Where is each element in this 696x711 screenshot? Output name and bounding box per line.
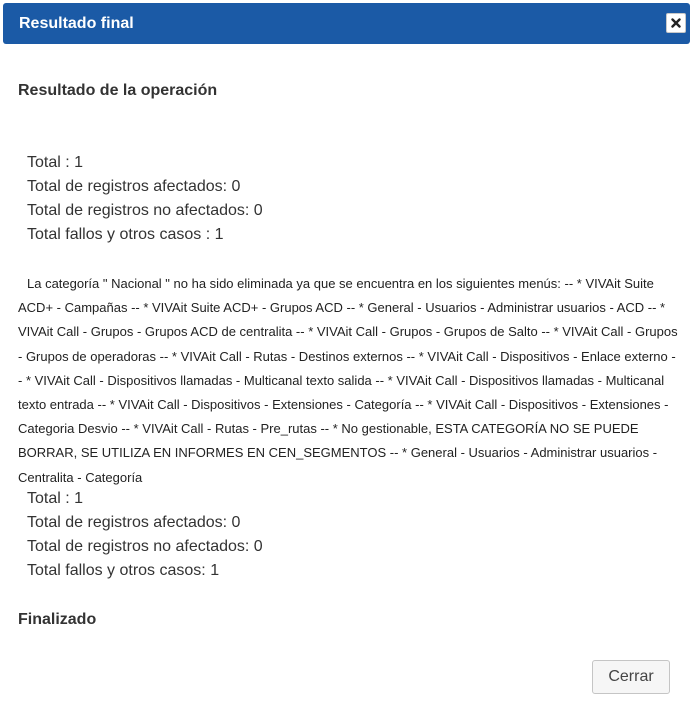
summary-second <box>27 487 263 583</box>
close-icon <box>671 18 681 28</box>
summary-affected: Total de registros afectados: 0 <box>27 178 241 195</box>
summary-first <box>27 151 263 247</box>
dialog-titlebar <box>3 3 690 44</box>
error-message: La categoría " Nacional " no ha sido eliminada ya que se encuentra en los siguientes menús: -- * VIVAit Suite ACD+ - Campañas -- * VIVAit Suite ACD+ - Grupos ACD -- * General - Usuarios - Administrar usuarios - ACD -- * VIVAit Call - Grupos - Grupos ACD de centralita -- * VIVAit Call - Grupos - Grupos de Salto -- * VIVAit Call - Grupos - Grupos de operadoras -- * VIVAit Call - Rutas - Destinos externos -- * VIVAit Call - Dispositivos - Enlace externo -- * VIVAit Call - Dispositivos llamadas - Multicanal texto salida -- * VIVAit Call - Dispositivos llamadas - Multicanal texto entrada -- * VIVAit Call - Dispositivos - Extensiones - Categoría -- * VIVAit Call - Dispositivos - Extensiones - Categoria Desvio -- * VIVAit Call - Rutas - Pre_rutas -- * No gestionable, ESTA CATEGORÍA NO SE PUEDE BORRAR, SE UTILIZA EN INFORMES EN CEN_SEGMENTOS -- * General - Usuarios - Administrar usuarios - Centralita - Categoría <box>18 276 678 485</box>
summary-not-affected: Total de registros no afectados: 0 <box>27 538 263 555</box>
summary-total: Total : 1 <box>27 154 84 171</box>
summary-total: Total : 1 <box>27 490 84 507</box>
summary-failures: Total fallos y otros casos: 1 <box>27 562 220 579</box>
summary-failures: Total fallos y otros casos : 1 <box>27 226 224 243</box>
summary-affected: Total de registros afectados: 0 <box>27 514 241 531</box>
final-heading: Finalizado <box>18 611 97 628</box>
summary-not-affected: Total de registros no afectados: 0 <box>27 202 263 219</box>
cerrar-button[interactable]: Cerrar <box>592 660 670 694</box>
dialog-title: Resultado final <box>19 15 134 32</box>
close-button[interactable] <box>666 13 686 33</box>
result-heading: Resultado de la operación <box>18 82 218 99</box>
